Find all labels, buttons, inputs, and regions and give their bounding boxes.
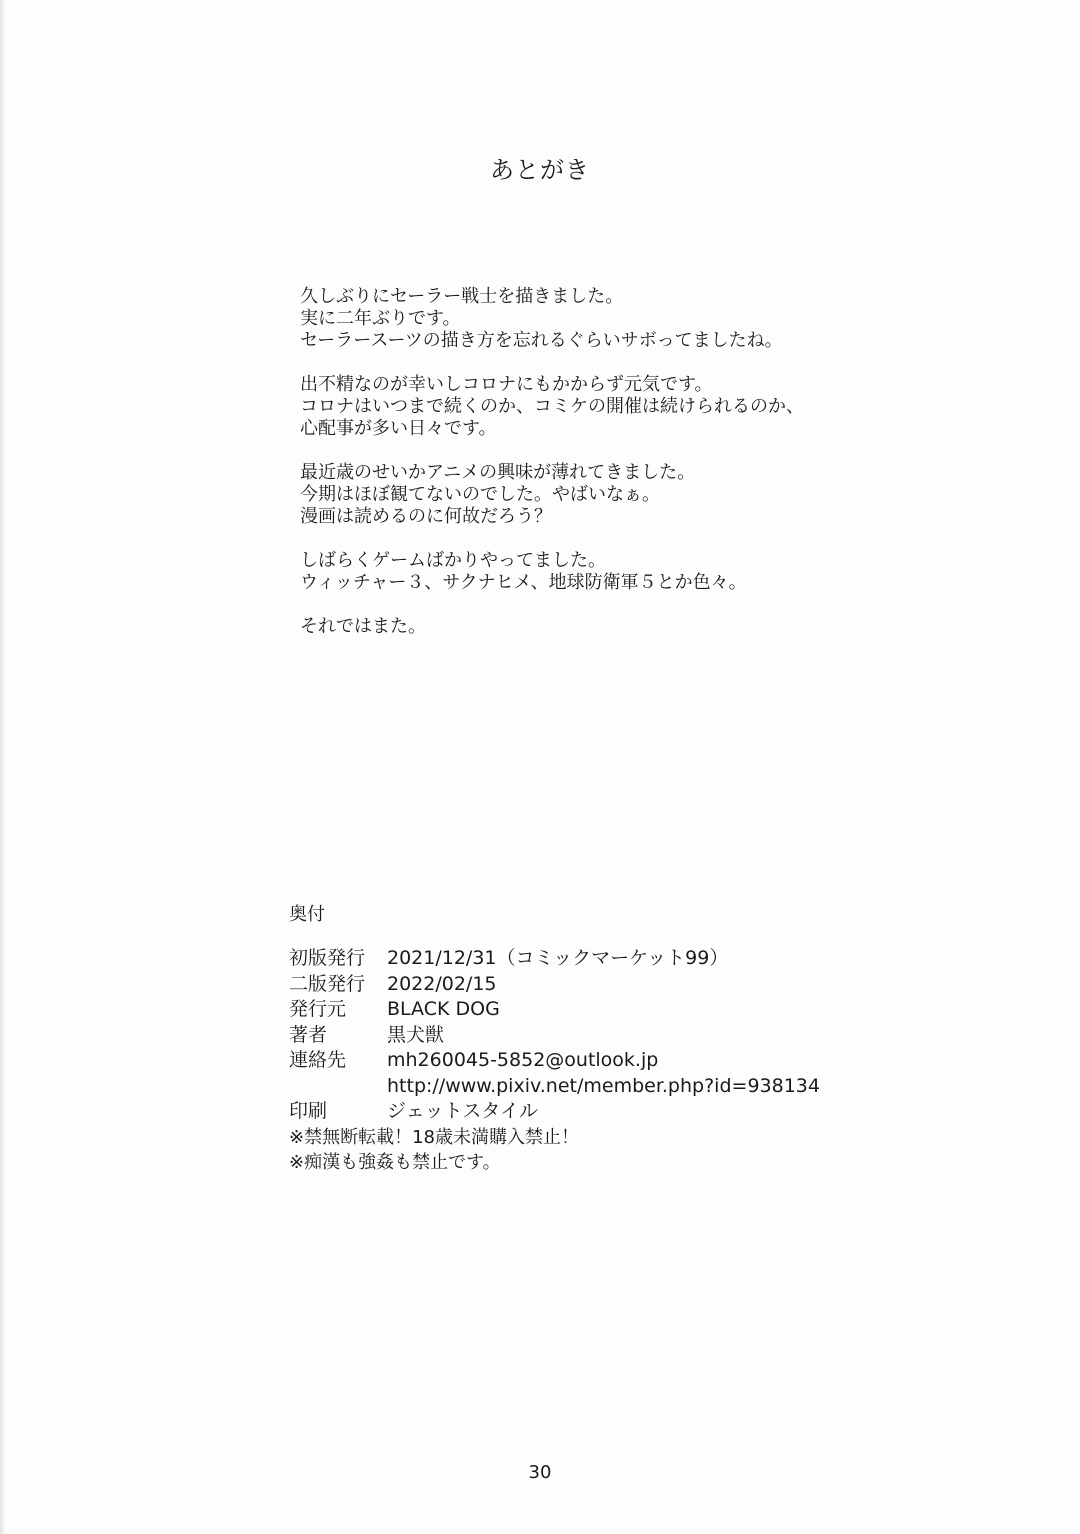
colophon-label — [289, 1074, 387, 1100]
colophon-row-first-edition — [289, 946, 1039, 972]
colophon-value: 2022/02/15 — [387, 972, 497, 995]
afterword-title: あとがき — [490, 156, 590, 184]
colophon-row-contact-url — [289, 1074, 1039, 1100]
afterword-line: セーラースーツの描き方を忘れるぐらいサボってましたね。 — [300, 330, 783, 351]
afterword-line: 最近歳のせいかアニメの興味が薄れてきました。 — [300, 462, 696, 483]
afterword-line: それではまた。 — [300, 616, 426, 637]
colophon-row-printer — [289, 1099, 1039, 1125]
afterword-body — [300, 286, 1040, 660]
contact-url: http://www.pixiv.net/member.php?id=938134 — [387, 1074, 820, 1097]
colophon-label: 印刷 — [289, 1100, 328, 1122]
page-edge-shadow — [0, 0, 6, 1534]
colophon-note: ※痴漢も強姦も禁止です。 — [289, 1152, 501, 1173]
colophon-note: ※禁無断転載！18歳未満購入禁止！ — [289, 1126, 579, 1148]
colophon-value: BLACK DOG — [387, 998, 500, 1020]
colophon-label: 初版発行 — [289, 947, 366, 969]
afterword-line: しばらくゲームばかりやってました。 — [300, 550, 606, 571]
afterword-paragraph — [300, 374, 1040, 440]
colophon-value: 黒犬獣 — [387, 1023, 445, 1046]
afterword-paragraph — [300, 616, 1040, 638]
colophon-value: 2021/12/31（コミックマーケット99） — [387, 947, 729, 969]
colophon-row-contact-email — [289, 1048, 1039, 1074]
colophon — [289, 904, 1039, 1176]
afterword-line: ウィッチャー３、サクナヒメ、地球防衛軍５とか色々。 — [300, 572, 747, 593]
afterword-paragraph — [300, 550, 1040, 594]
afterword-line: 実に二年ぶりです。 — [300, 308, 461, 329]
afterword-line: 今期はほぼ観てないのでした。やばいなぁ。 — [300, 484, 660, 505]
afterword-line: 漫画は読めるのに何故だろう？ — [300, 506, 552, 527]
colophon-row-publisher — [289, 997, 1039, 1023]
afterword-line: コロナはいつまで続くのか、コミケの開催は続けられるのか、 — [300, 396, 804, 417]
afterword-paragraph — [300, 286, 1040, 352]
colophon-label: 発行元 — [289, 998, 347, 1020]
page-number: 30 — [528, 1462, 552, 1483]
colophon-value: ジェットスタイル — [387, 1100, 539, 1122]
colophon-title: 奥付 — [289, 904, 325, 925]
colophon-label: 二版発行 — [289, 972, 366, 995]
afterword-line: 心配事が多い日々です。 — [300, 418, 497, 439]
colophon-label: 連絡先 — [289, 1049, 347, 1071]
afterword-line: 久しぶりにセーラー戦士を描きました。 — [300, 286, 624, 307]
contact-email: mh260045-5852@outlook.jp — [387, 1049, 659, 1071]
afterword-paragraph — [300, 462, 1040, 528]
colophon-row-author — [289, 1023, 1039, 1049]
afterword-line: 出不精なのが幸いしコロナにもかからず元気です。 — [300, 374, 713, 395]
colophon-row-second-edition — [289, 972, 1039, 998]
colophon-label: 著者 — [289, 1023, 328, 1046]
